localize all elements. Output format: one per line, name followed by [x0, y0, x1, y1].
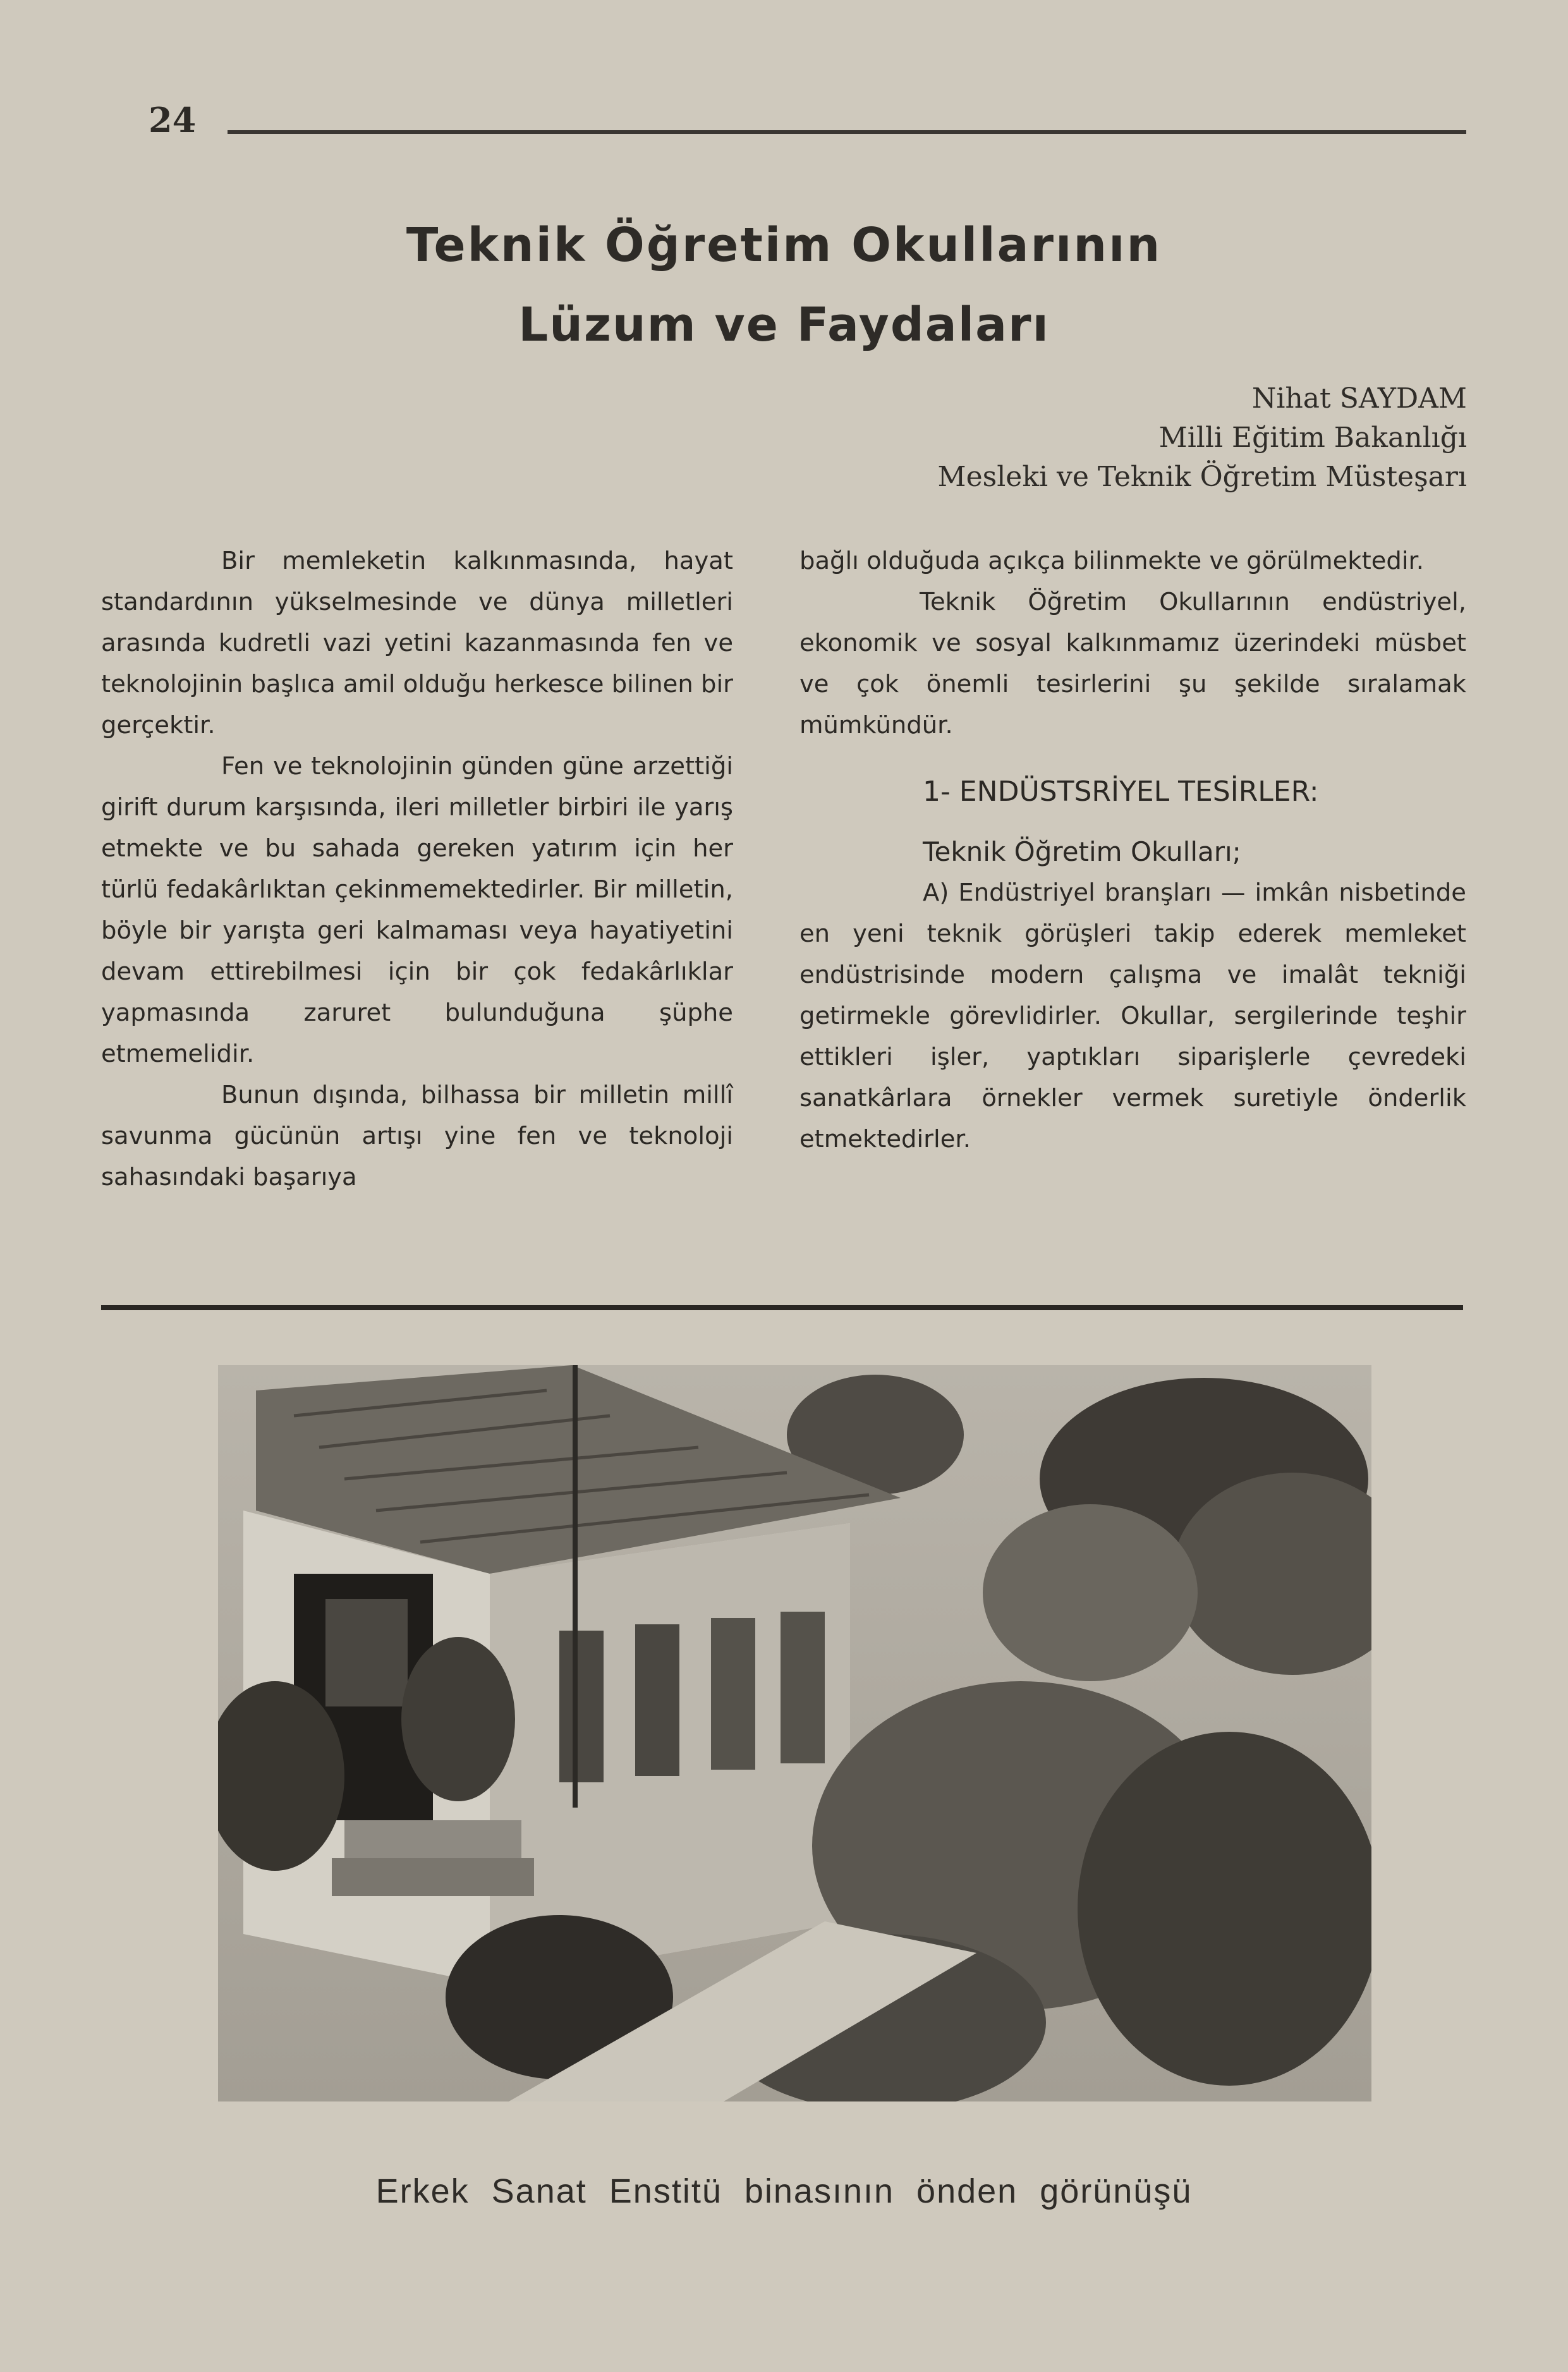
list-item: A) Endüstriyel branşları — imkân nisbetinde en yeni teknik görüşleri takip ederek memleket endüstrisinde modern çalışma ve imalât tekniği getirmekle görevlidirler. Okullar, sergilerinde teşhir ettikleri işler, yaptıkları siparişlerle çevredeki sanatkârlara örnekler vermek suretiyle önderlik etmektedirler. — [799, 879, 1466, 1153]
paragraph: Fen ve teknolojinin günden güne arzettiği girift durum karşısında, ileri milletler birbiri ile yarış etmekte ve bu sahada gereken yatırım için her türlü fedakârlıktan çekinmemektedirler. Bir milletin, böyle bir yarışta geri kalmaması veya hayatiyetini devam ettirebilmesi için bir çok fedakârlıklar yapmasında zaruret bulunduğuna şüphe etmemelidir. — [101, 752, 733, 1068]
byline — [938, 379, 1467, 497]
article-title — [0, 218, 1568, 352]
author-name: Nihat SAYDAM — [1251, 382, 1467, 415]
section-divider — [101, 1305, 1463, 1310]
left-column — [101, 540, 733, 1198]
header-rule — [228, 130, 1466, 134]
paragraph: Bunun dışında, bilhassa bir milletin millî savunma gücünün artışı yine fen ve teknoloji sahasındaki başarıya — [101, 1081, 733, 1191]
title-line-1: Teknik Öğretim Okullarının — [406, 218, 1162, 272]
paragraph: bağlı olduğuda açıkça bilinmekte ve görülmektedir. — [799, 547, 1425, 575]
right-column — [799, 540, 1466, 1160]
paragraph: Teknik Öğretim Okullarının endüstriyel, ekonomik ve sosyal kalkınmamız üzerindeki müsbet ve çok önemli tesirlerini şu şekilde sıralamak mümkündür. — [799, 588, 1466, 739]
author-affiliation-1: Milli Eğitim Bakanlığı — [1158, 422, 1467, 454]
title-line-2: Lüzum ve Faydaları — [518, 298, 1050, 352]
building-photo — [218, 1365, 1371, 2101]
photo-caption: Erkek Sanat Enstitü binasının önden görünüşü — [375, 2172, 1193, 2210]
section-heading: 1- ENDÜSTSRİYEL TESİRLER: — [923, 775, 1319, 808]
paragraph: Bir memleketin kalkınmasında, hayat standardının yükselmesinde ve dünya milletleri arasında kudretli vazi yetini kazanmasında fen ve teknolojinin başlıca amil olduğu herkesce bilinen bir gerçektir. — [101, 547, 733, 739]
page-number: 24 — [149, 100, 197, 140]
section-subheading: Teknik Öğretim Okulları; — [923, 836, 1241, 867]
author-affiliation-2: Mesleki ve Teknik Öğretim Müsteşarı — [937, 461, 1467, 493]
